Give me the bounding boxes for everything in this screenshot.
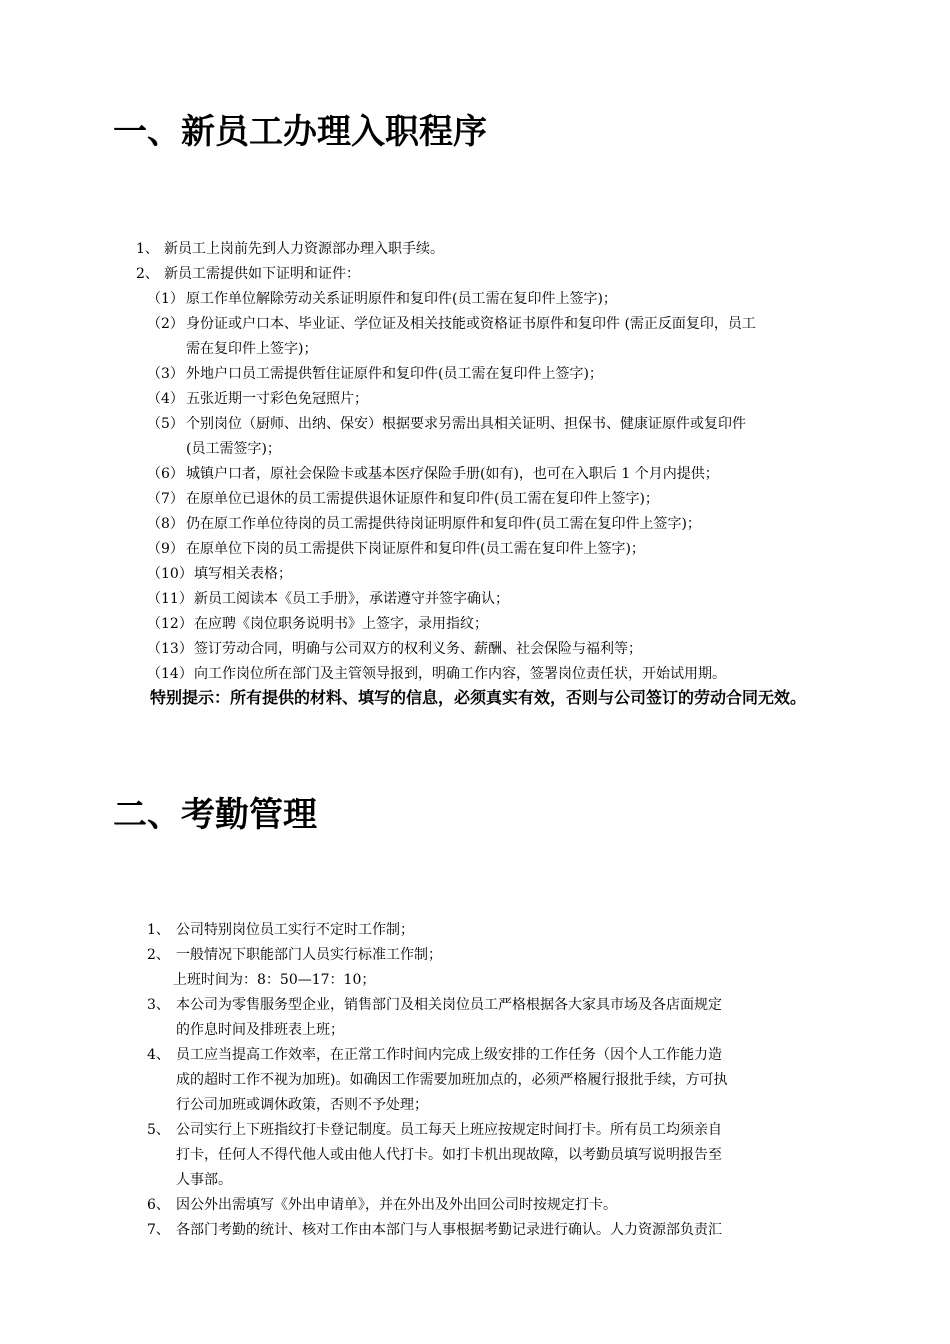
list-item bbox=[0, 562, 950, 587]
list-item bbox=[0, 362, 950, 387]
item-text: 公司特别岗位员工实行不定时工作制； bbox=[176, 922, 414, 938]
list-item bbox=[0, 968, 950, 993]
list-item bbox=[0, 612, 950, 637]
item-text-line: 需在复印件上签字)； bbox=[186, 341, 318, 357]
list-item bbox=[0, 993, 950, 1043]
item-number: （14） bbox=[147, 666, 193, 682]
item-number: （2） bbox=[147, 316, 184, 332]
list-item bbox=[0, 412, 950, 462]
list-item bbox=[0, 537, 950, 562]
item-number: （9） bbox=[147, 541, 184, 557]
item-text: 一般情况下职能部门人员实行标准工作制； bbox=[176, 947, 442, 963]
item-text: 新员工阅读本《员工手册》，承诺遵守并签字确认； bbox=[194, 591, 509, 607]
list-item bbox=[0, 1118, 950, 1193]
item-number: 1、 bbox=[136, 241, 159, 257]
item-number: （3） bbox=[147, 366, 184, 382]
item-text: 在原单位已退休的员工需提供退休证原件和复印件(员工需在复印件上签字)； bbox=[186, 491, 659, 507]
item-text: 原工作单位解除劳动关系证明原件和复印件(员工需在复印件上签字)； bbox=[186, 291, 617, 307]
item-text: 各部门考勤的统计、核对工作由本部门与人事根据考勤记录进行确认。人力资源部负责汇 bbox=[176, 1222, 722, 1238]
list-item bbox=[0, 1218, 950, 1243]
item-number: 2、 bbox=[147, 947, 170, 963]
required-documents-list bbox=[0, 287, 950, 687]
section-2-list bbox=[0, 918, 950, 1243]
list-item bbox=[0, 943, 950, 968]
item-number: （7） bbox=[147, 491, 184, 507]
special-notice: 特别提示：所有提供的材料、填写的信息，必须真实有效，否则与公司签订的劳动合同无效。 bbox=[150, 688, 807, 707]
item-text-line: 的作息时间及排班表上班； bbox=[176, 1022, 344, 1038]
item-text: 向工作岗位所在部门及主管领导报到，明确工作内容，签署岗位责任状，开始试用期。 bbox=[194, 666, 726, 682]
list-item bbox=[0, 387, 950, 412]
item-text-line: 个别岗位（厨师、出纳、保安）根据要求另需出具相关证明、担保书、健康证原件或复印件 bbox=[186, 416, 746, 432]
item-number: （5） bbox=[147, 416, 184, 432]
list-item bbox=[0, 512, 950, 537]
item-text: 五张近期一寸彩色免冠照片； bbox=[186, 391, 368, 407]
item-text: 签订劳动合同，明确与公司双方的权利义务、薪酬、社会保险与福利等； bbox=[194, 641, 642, 657]
list-item bbox=[0, 237, 950, 262]
item-text: 填写相关表格； bbox=[194, 566, 292, 582]
list-item bbox=[0, 918, 950, 943]
item-text: 城镇户口者，原社会保险卡或基本医疗保险手册(如有)，也可在入职后 1 个月内提供； bbox=[186, 466, 719, 482]
item-number: 7、 bbox=[147, 1222, 170, 1238]
list-item bbox=[0, 312, 950, 362]
item-text-line: 身份证或户口本、毕业证、学位证及相关技能或资格证书原件和复印件 (需正反面复印，员工 bbox=[186, 316, 756, 332]
item-number: 6、 bbox=[147, 1197, 170, 1213]
section-1-list bbox=[0, 237, 950, 287]
item-text: 在原单位下岗的员工需提供下岗证原件和复印件(员工需在复印件上签字)； bbox=[186, 541, 645, 557]
list-item bbox=[0, 287, 950, 312]
item-number: （13） bbox=[147, 641, 193, 657]
item-text: 外地户口员工需提供暂住证原件和复印件(员工需在复印件上签字)； bbox=[186, 366, 603, 382]
section-2-title: 二、考勤管理 bbox=[113, 795, 317, 835]
item-text-line: 人事部。 bbox=[176, 1172, 232, 1188]
list-item bbox=[0, 262, 950, 287]
list-item bbox=[0, 662, 950, 687]
item-text: 新员工需提供如下证明和证件： bbox=[164, 266, 360, 282]
section-1-title: 一、新员工办理入职程序 bbox=[113, 112, 487, 152]
list-item bbox=[0, 587, 950, 612]
item-text-line: 员工应当提高工作效率，在正常工作时间内完成上级安排的工作任务（因个人工作能力造 bbox=[176, 1047, 722, 1063]
item-number: 5、 bbox=[147, 1122, 170, 1138]
item-number: （4） bbox=[147, 391, 184, 407]
item-text: 因公外出需填写《外出申请单》，并在外出及外出回公司时按规定打卡。 bbox=[176, 1197, 617, 1213]
item-number: （1） bbox=[147, 291, 184, 307]
list-item bbox=[0, 487, 950, 512]
work-hours-text: 上班时间为：8：50—17：10； bbox=[173, 972, 376, 988]
list-item bbox=[0, 1193, 950, 1218]
item-text-line: 公司实行上下班指纹打卡登记制度。员工每天上班应按规定时间打卡。所有员工均须亲自 bbox=[176, 1122, 722, 1138]
item-text-line: (员工需签字)； bbox=[186, 441, 281, 457]
item-text-line: 行公司加班或调休政策，否则不予处理； bbox=[176, 1097, 428, 1113]
item-text-line: 成的超时工作不视为加班)。如确因工作需要加班加点的，必须严格履行报批手续，方可执 bbox=[176, 1072, 728, 1088]
item-text: 仍在原工作单位待岗的员工需提供待岗证明原件和复印件(员工需在复印件上签字)； bbox=[186, 516, 701, 532]
item-number: 2、 bbox=[136, 266, 159, 282]
list-item bbox=[0, 462, 950, 487]
item-number: （6） bbox=[147, 466, 184, 482]
item-number: （11） bbox=[147, 591, 193, 607]
item-text: 在应聘《岗位职务说明书》上签字，录用指纹； bbox=[194, 616, 488, 632]
item-number: 1、 bbox=[147, 922, 170, 938]
item-number: （12） bbox=[147, 616, 193, 632]
item-text-line: 本公司为零售服务型企业，销售部门及相关岗位员工严格根据各大家具市场及各店面规定 bbox=[176, 997, 722, 1013]
item-number: 4、 bbox=[147, 1047, 170, 1063]
item-number: 3、 bbox=[147, 997, 170, 1013]
item-number: （10） bbox=[147, 566, 193, 582]
item-text: 新员工上岗前先到人力资源部办理入职手续。 bbox=[164, 241, 444, 257]
item-text-line: 打卡，任何人不得代他人或由他人代打卡。如打卡机出现故障，以考勤员填写说明报告至 bbox=[176, 1147, 722, 1163]
list-item bbox=[0, 1043, 950, 1118]
list-item bbox=[0, 637, 950, 662]
item-number: （8） bbox=[147, 516, 184, 532]
